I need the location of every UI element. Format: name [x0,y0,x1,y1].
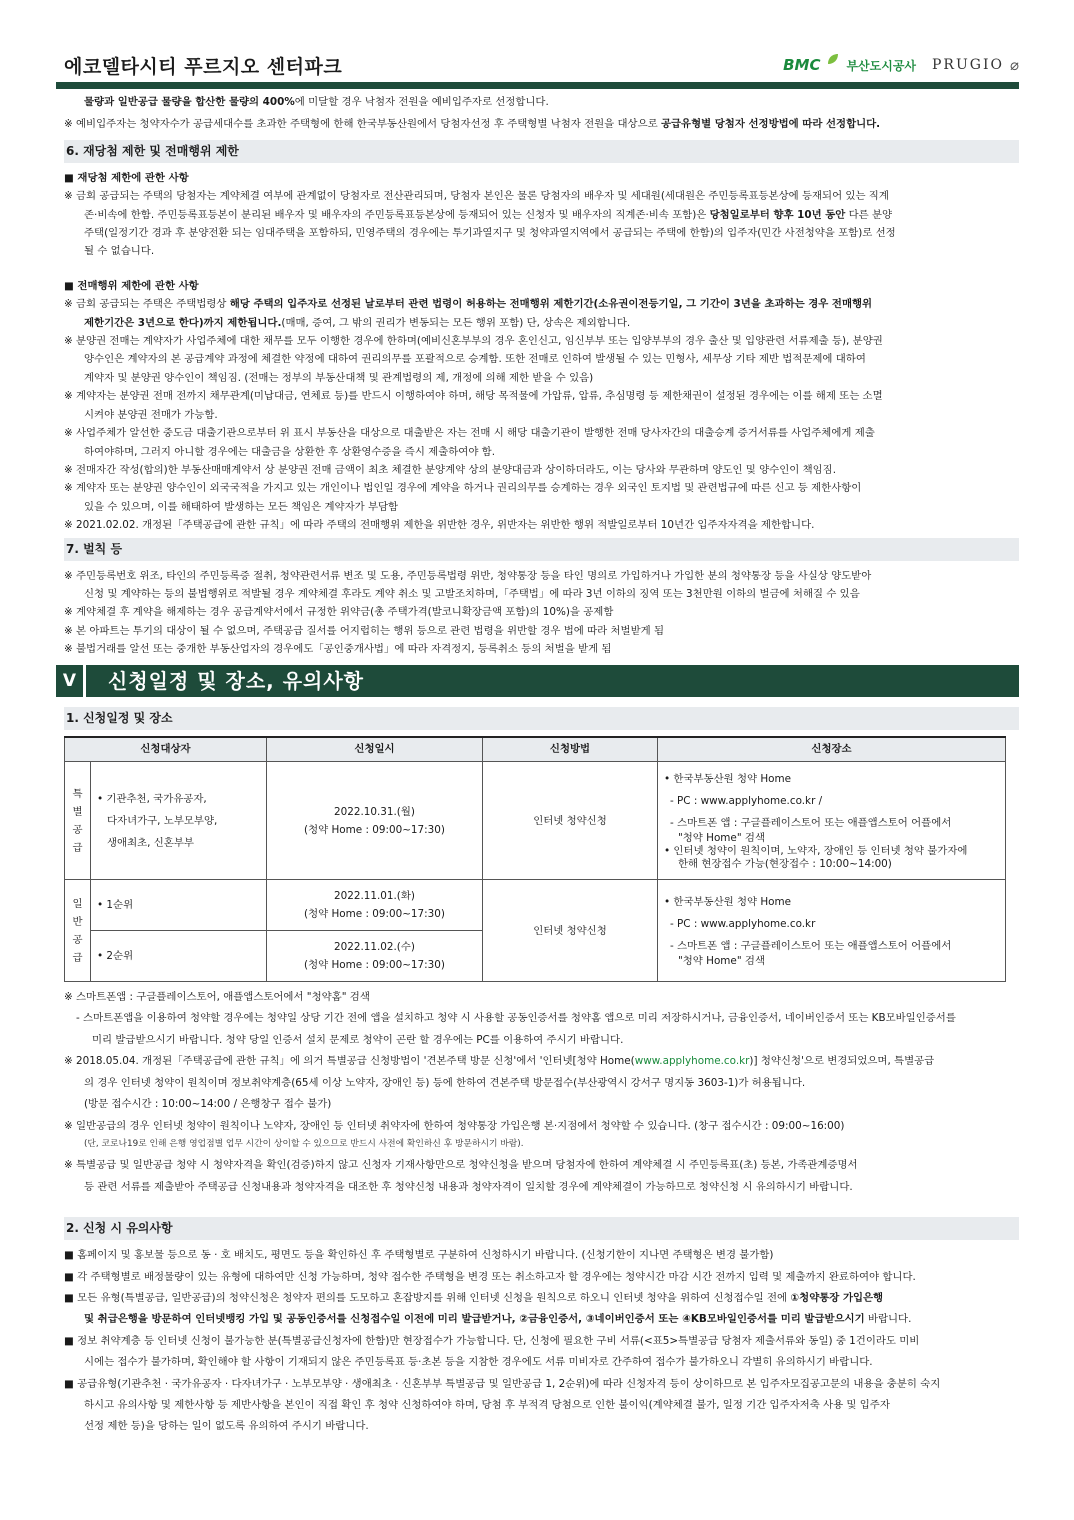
note: - 스마트폰앱을 이용하여 청약할 경우에는 청약일 상당 기간 전에 앱을 설치하고 청약 시 사용할 공동인증서를 청약홈 앱으로 미리 저장하시거나, 금융인증서, 네이버인증서 또는 KB모바일인증서를 [76,1012,956,1025]
paragraph: 하여야하며, 그러지 아니할 경우에는 대출금을 상환한 후 상환영수증을 즉시 제출하여야 함. [84,445,496,458]
rank-1-date: 2022.11.01.(화) (청약 Home : 09:00~17:30) [266,880,482,931]
paragraph: ※ 분양권 전매는 계약자가 사업주체에 대한 채무를 모두 이행한 경우에 한하며(예비신혼부부의 경우 혼인신고, 임신부부 또는 입양부부의 경우 출산 및 입양관련 서류제출 등), 분양권 [64,335,883,348]
paragraph: ※ 전매자간 작성(합의)한 부동산매매계약서 상 분양권 전매 금액이 최초 체결한 분양계약 상의 분양대금과 상이하더라도, 이는 당사와 무관하며 양도인 및 양수인이 책임짐. [64,463,837,476]
caution-item: 시에는 접수가 불가하며, 확인해야 할 사항이 기재되지 않은 주민등록표 등·초본 등을 지참한 경우에도 서류 미비자로 간주하여 접수가 불가하오니 각별히 유의하시기 바랍니다. [84,1356,873,1369]
document-body [64,93,1019,1436]
paragraph: ※ 계약자 또는 분양권 양수인이 외국국적을 가지고 있는 개인이나 법인일 경우에 계약을 하거나 권리의무를 승계하는 경우 외국인 토지법 및 관련법규에 따른 신고 등 제한사항이 [64,482,862,495]
paragraph: ※ 본 아파트는 투기의 대상이 될 수 없으며, 주택공급 질서를 어지럽히는 행위 등으로 관련 법령을 위반할 경우 법에 따라 처벌받게 됨 [64,624,665,637]
caution-item: ■ 모든 유형(특별공급, 일반공급)의 청약신청은 청약자 편의를 도모하고 혼잡방지를 위해 인터넷 신청을 원칙으로 하오니 인터넷 청약을 위하여 신청접수일 전에 ①청약통장 가입은행 [64,1291,884,1304]
caution-item: ■ 홈페이지 및 홍보물 등으로 동 · 호 배치도, 평면도 등을 확인하신 후 주택형별로 구분하여 신청하시기 바랍니다. (신청기한이 지나면 주택형은 변경 불가함) [64,1249,774,1262]
note: 의 경우 인터넷 청약이 원칙이며 정보취약계층(65세 이상 노약자, 장애인 등) 등에 한하여 견본주택 방문접수(부산광역시 강서구 명지동 3603-1)가 허용됩니다. [84,1076,806,1089]
caution-item: ■ 공급유형(기관추천 · 국가유공자 · 다자녀가구 · 노부모부양 · 생애최초 · 신혼부부 특별공급 및 일반공급 1, 2순위)에 따라 신청자격 등이 상이하므로 본 입주자모집공고문의 내용을 충분히 숙지 [64,1377,941,1390]
rank-2-label: • 2순위 [91,931,267,982]
special-targets: • 기관추천, 국가유공자, 다자녀가구, 노부모부양, 생애최초, 신혼부부 [91,762,267,880]
note: (방문 접수시간 : 10:00~14:00 / 은행창구 접수 불가) [84,1098,332,1111]
caution-item: ■ 정보 취약계층 등 인터넷 신청이 불가능한 분(특별공급신청자에 한함)만 현장접수가 가능합니다. 단, 신청에 필요한 구비 서류(<표5>특별공급 당첨자 제출서류와 동일) 중 1건이라도 미비 [64,1334,920,1347]
special-place: • 한국부동산원 청약 Home - PC : www.applyhome.co.kr / - 스마트폰 앱 : 구글플레이스토어 또는 애플앱스토어 어플에서 "청약 Home" 검색 • 인터넷 청약이 원칙이며, 노약자, 장애인 등 인터넷 청약 불가자에 한해 현장접수 가능(현장접수 : 10:00~14:00) [657,762,1005,880]
general-place: • 한국부동산원 청약 Home - PC : www.applyhome.co.kr - 스마트폰 앱 : 구글플레이스토어 또는 애플앱스토어 어플에서 "청약 Home" 검색 [657,880,1005,982]
paragraph: 주택(일정기간 경과 후 분양전환 되는 임대주택을 포함하되, 민영주택의 경우에는 투기과열지구 및 청약과열지역에서 공급되는 주택에 한함)의 입주자(민간 사전청약을 포함)로 선정 [84,227,896,240]
section-6-heading: 6. 재당첨 제한 및 전매행위 제한 [64,140,1019,163]
resale-limit-subtitle: ■ 전매행위 제한에 관한 사항 [64,279,199,292]
paragraph: ※ 주민등록번호 위조, 타인의 주민등록증 절취, 청약관련서류 변조 및 도용, 주민등록법령 위반, 청약통장 등을 타인 명의로 가입하거나 가입한 분의 청약통장 등을 사실상 양도받아 [64,569,872,582]
col-header-date: 신청일시 [266,737,482,762]
busan-corp-logo: 부산도시공사 [846,58,917,73]
rewin-limit-subtitle: ■ 재당첨 제한에 관한 사항 [64,171,189,184]
table-header-row [65,737,1006,762]
paragraph: 신청 및 계약하는 등의 불법행위로 적발될 경우 계약체결 후라도 계약 취소 및 고발조치하며,「주택법」에 따라 3년 이하의 징역 또는 3천만원 이하의 벌금에 처해질 수 있음 [84,587,860,600]
rank-1-label: • 1순위 [91,880,267,931]
logo-group [783,56,1019,74]
table-row-first-rank [65,880,1006,931]
paragraph: ※ 2021.02.02. 개정된「주택공급에 관한 규칙」에 따라 주택의 전매행위 제한을 위반한 경우, 위반자는 위반한 행위 적발일로부터 10년간 입주자자격을 제한합니다. [64,519,815,532]
prugio-mark-icon: ⌀ [1009,56,1019,74]
intro-note: ※ 예비입주자는 청약자수가 공급세대수를 초과한 주택형에 한해 한국부동산원에서 당첨자선정 후 주택형별 낙첨자 전원을 대상으로 공급유형별 당첨자 선정방법에 따라 선정합니다. [64,118,881,131]
page-header [64,48,1019,82]
caution-item: ■ 각 주택형별로 배정물량이 있는 유형에 대하여만 신청 가능하며, 청약 접수한 주택형을 변경 또는 취소하고자 할 경우에는 청약시간 마감 시간 전까지 입력 및 제출까지 완료하여야 합니다. [64,1270,916,1283]
paragraph: 양수인은 계약자의 본 공급계약 과정에 체결한 약정에 대하여 권리의무를 포괄적으로 승계함. 또한 전매로 인하여 발생될 수 있는 민형사, 세무상 기타 제반 법적문제에 대하여 [84,353,866,366]
leaf-icon [826,52,840,66]
header-divider [56,82,1019,89]
note: ※ 스마트폰앱 : 구글플레이스토어, 애플앱스토어에서 "청약홈" 검색 [64,991,370,1004]
paragraph: 계약자 및 분양권 양수인이 책임짐. (전매는 정부의 부동산대책 및 관계법령의 제, 개정에 의해 제한 받을 수 있음) [84,371,594,384]
subsection-2-heading: 2. 신청 시 유의사항 [64,1217,1019,1240]
col-header-method: 신청방법 [482,737,657,762]
chapter-v-heading [56,665,1019,697]
paragraph: 시켜야 분양권 전매가 가능함. [84,408,218,421]
note: ※ 2018.05.04. 개정된「주택공급에 관한 규칙」에 의거 특별공급 신청방법이 '견본주택 방문 신청'에서 '인터넷[청약 Home(www.applyhome.co.kr)] 청약신청'으로 변경되었으며, 특별공급 [64,1055,935,1068]
special-supply-label: 특 별 공 급 [65,762,91,880]
subsection-1-heading: 1. 신청일정 및 장소 [64,707,1019,730]
paragraph: ※ 사업주체가 알선한 중도금 대출기관으로부터 위 표시 부동산을 대상으로 대출받은 자는 전매 시 해당 대출기관이 발행한 전매 당사자간의 대출승계 증거서류를 사업주체에게 제출 [64,427,875,440]
chapter-numeral: V [56,665,86,697]
general-supply-label: 일 반 공 급 [65,880,91,982]
page-title: 에코델타시티 푸르지오 센터파크 [64,56,343,78]
col-header-target: 신청대상자 [65,737,267,762]
special-date: 2022.10.31.(월) (청약 Home : 09:00~17:30) [266,762,482,880]
note-small: (단, 코로나19로 인해 은행 영업점별 업무 시간이 상이할 수 있으므로 반드시 사전에 확인하신 후 방문하시기 바람). [84,1138,524,1149]
note: ※ 특별공급 및 일반공급 청약 시 청약자격을 확인(검증)하지 않고 신청자 기재사항만으로 청약신청을 받으며 당첨자에 한하여 계약체결 시 주민등록표(초) 등본, 가족관계증명서 [64,1159,858,1172]
note: ※ 일반공급의 경우 인터넷 청약이 원칙이나 노약자, 장애인 등 인터넷 취약자에 한하여 청약통장 가입은행 본·지점에서 청약할 수 있습니다. (창구 접수시간 : 09:00~16:00) [64,1119,845,1132]
paragraph: 있을 수 있으며, 이를 해태하여 발생하는 모든 책임은 계약자가 부담함 [84,500,399,513]
prugio-logo: PRUGIO [932,57,1004,73]
intro-line: 물량과 일반공급 물량을 합산한 물량의 400%에 미달할 경우 낙첨자 전원을 예비입주자로 선정합니다. [84,96,549,108]
paragraph: ※ 금회 공급되는 주택의 당첨자는 계약체결 여부에 관계없이 당첨자로 전산관리되며, 당첨자 본인은 물론 당첨자의 배우자 및 세대원(세대원은 주민등록표등본상에 등재되어 있는 직계 [64,190,889,203]
paragraph: 될 수 없습니다. [84,245,155,258]
applyhome-link[interactable]: www.applyhome.co.kr [634,1055,750,1068]
bmc-logo: BMC [783,56,821,74]
paragraph: ※ 불법거래를 알선 또는 중개한 부동산업자의 경우에도「공인중개사법」에 따라 자격정지, 등록취소 등의 처벌을 받게 됨 [64,643,612,656]
note: 등 관련 서류를 제출받아 주택공급 신청내용과 청약자격을 대조한 후 청약신청 내용과 청약자격이 일치할 경우에 계약체결이 가능하므로 청약신청 시 유의하시기 바랍니다. [84,1180,853,1193]
schedule-table [64,736,1006,983]
paragraph: 존·비속에 한함. 주민등록표등본이 분리된 배우자 및 배우자의 주민등록표등본상에 등재되어 있는 신청자 및 배우자의 직계존·비속 포함)은 당첨일로부터 향후 10년 동안 다른 분양 [84,208,893,221]
note: 미리 발급받으시기 바랍니다. 청약 당일 인증서 설치 문제로 청약이 곤란 할 경우에는 PC를 이용하여 주시기 바랍니다. [92,1033,624,1046]
chapter-title: 신청일정 및 장소, 유의사항 [108,668,365,693]
general-method: 인터넷 청약신청 [482,880,657,982]
rank-2-date: 2022.11.02.(수) (청약 Home : 09:00~17:30) [266,931,482,982]
caution-item: 하시고 유의사항 및 제한사항 등 제반사항을 본인이 직접 확인 후 청약 신청하여야 하며, 당첨 후 부적격 당첨으로 인한 불이익(계약체결 불가, 일정 기간 입주자저축 사용 및 입주자 [84,1398,890,1411]
special-method: 인터넷 청약신청 [482,762,657,880]
caution-item: 선정 제한 등)을 당하는 일이 없도록 유의하여 주시기 바랍니다. [84,1420,369,1433]
section-7-heading: 7. 벌칙 등 [64,538,1019,561]
caution-item: 및 취급은행을 방문하여 인터넷뱅킹 가입 및 공동인증서를 신청접수일 이전에 미리 발급받거나, ②금융인증서, ③네이버인증서 또는 ④KB모바일인증서를 미리 발급받으시기 바랍니다. [84,1313,912,1326]
col-header-place: 신청장소 [657,737,1005,762]
paragraph: ※ 계약체결 후 계약을 해제하는 경우 공급계약서에서 규정한 위약금(총 주택가격(발코니확장금액 포함)의 10%)을 공제함 [64,606,614,619]
paragraph: 제한기간은 3년으로 한다)까지 제한됩니다.(매매, 증여, 그 밖의 권리가 변동되는 모든 행위 포함) 단, 상속은 제외합니다. [84,316,631,329]
table-row-special [65,762,1006,880]
paragraph: ※ 계약자는 분양권 전매 전까지 채무관계(미납대금, 연체료 등)를 반드시 이행하여야 하며, 해당 목적물에 가압류, 압류, 추심명령 등 제한채권이 설정된 경우에는 이를 해제 또는 소멸 [64,390,883,403]
paragraph: ※ 금회 공급되는 주택은 주택법령상 해당 주택의 입주자로 선정된 날로부터 관련 법령이 허용하는 전매행위 제한기간(소유권이전등기일, 그 기간이 3년을 초과하는 경우 전매행위 [64,298,873,311]
